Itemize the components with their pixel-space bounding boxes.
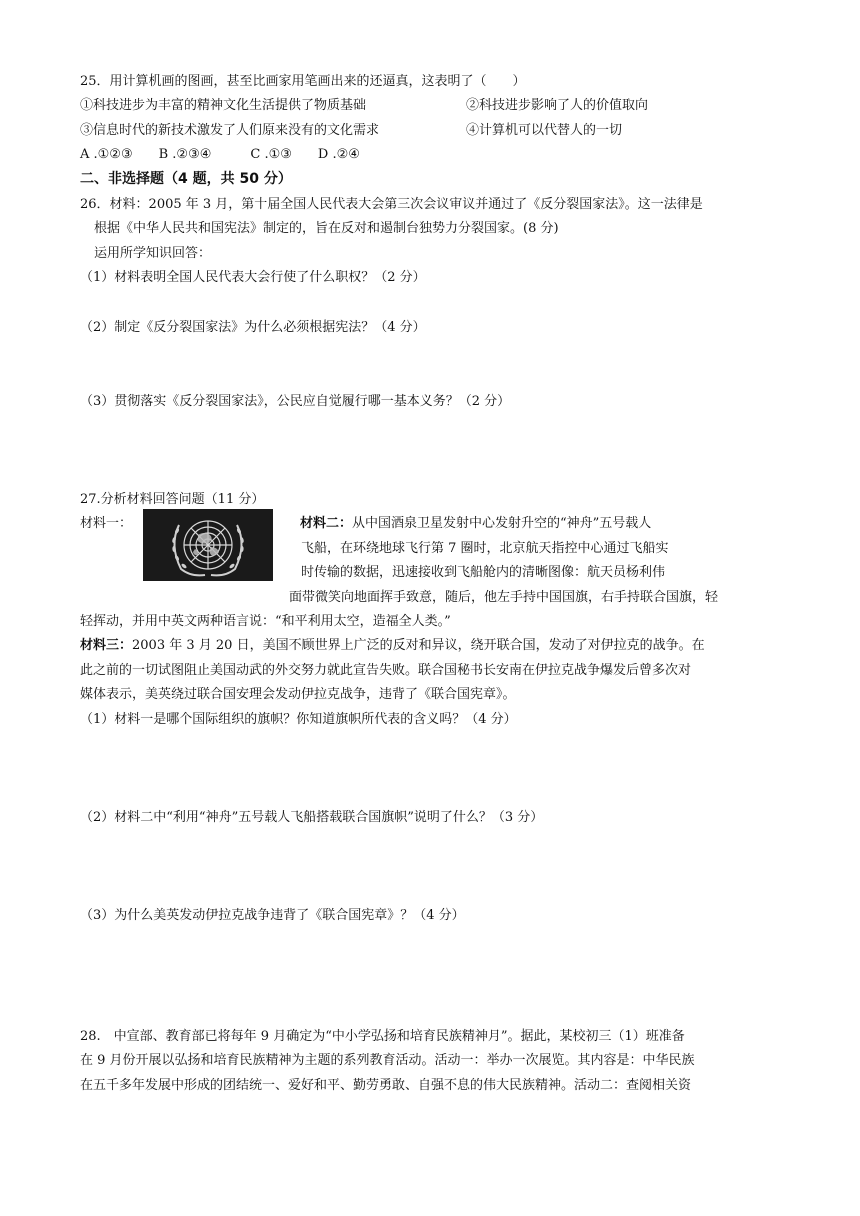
q27-material-3-block xyxy=(80,637,705,655)
q28-line-1: 28. 中宣部、教育部已将每年 9 月确定为“中小学弘扬和培育民族精神月”。据此，某校初三（1）班准备 xyxy=(80,1029,685,1044)
q28-line-2: 在 9 月份开展以弘扬和培育民族精神为主题的系列教育活动。活动一：举办一次展览。其内容是：中华民族 xyxy=(80,1053,695,1068)
q27-material-3-label: 材料三： xyxy=(80,638,133,653)
q27-material-3-line-3: 媒体表示，美英绕过联合国安理会发动伊拉克战争，违背了《联合国宪章》。 xyxy=(80,687,516,702)
q25-option-1: ①科技进步为丰富的精神文化生活提供了物质基础 xyxy=(80,98,367,113)
q27-material-2-label: 材料二： xyxy=(300,516,353,531)
q26-sub-question-2: （2）制定《反分裂国家法》为什么必须根据宪法？（4 分） xyxy=(80,320,426,335)
q25-choices: A .①②③ B .②③④ C .①③ D .②④ xyxy=(80,147,360,162)
q28-line-3: 在五千多年发展中形成的团结统一、爱好和平、勤劳勇敢、自强不息的伟大民族精神。活动二：查阅相关资 xyxy=(80,1078,692,1093)
section-2-heading: 二、非选择题（4 题，共 50 分） xyxy=(80,171,292,187)
q26-material-line-2: 根据《中华人民共和国宪法》制定的，旨在反对和遏制台独势力分裂国家。(8 分) xyxy=(94,221,559,236)
q27-sub-question-1: （1）材料一是哪个国际组织的旗帜？你知道旗帜所代表的含义吗？（4 分） xyxy=(80,712,517,727)
q27-material-3-line-1: 2003 年 3 月 20 日，美国不顾世界上广泛的反对和异议，绕开联合国，发动了对伊拉克的战争。在 xyxy=(132,638,705,653)
q27-material-2-block xyxy=(300,515,651,533)
q25-option-2: ②科技进步影响了人的价值取向 xyxy=(466,98,649,113)
q27-material-2-line-5: 轻挥动，并用中英文两种语言说：“和平利用太空，造福全人类。” xyxy=(80,614,451,629)
q27-material-2-line-1: 从中国酒泉卫星发射中心发射升空的“神舟”五号载人 xyxy=(352,516,652,531)
q27-material-2-line-3: 时传输的数据，迅速接收到飞船舱内的清晰图像：航天员杨利伟 xyxy=(301,565,666,580)
q26-material-line-1: 26．材料：2005 年 3 月，第十届全国人民代表大会第三次会议审议并通过了《反分裂国家法》。这一法律是 xyxy=(80,197,703,212)
q27-material-2-line-4: 面带微笑向地面挥手致意，随后，他左手持中国国旗，右手持联合国旗，轻 xyxy=(289,590,719,605)
q27-material-1-label: 材料一： xyxy=(80,516,133,531)
q25-option-4: ④计算机可以代替人的一切 xyxy=(466,123,623,138)
q26-prompt: 运用所学知识回答： xyxy=(94,246,212,261)
q27-sub-question-3: （3）为什么美英发动伊拉克战争违背了《联合国宪章》？（4 分） xyxy=(80,908,465,923)
q27-sub-question-2: （2）材料二中“利用“神舟”五号载人飞船搭载联合国旗帜”说明了什么？（3 分） xyxy=(80,810,544,825)
q25-stem: 25．用计算机画的图画，甚至比画家用笔画出来的还逼真，这表明了（ ） xyxy=(80,74,526,89)
q27-material-2-line-2: 飞船，在环绕地球飞行第 7 圈时，北京航天指控中心通过飞船实 xyxy=(301,541,669,556)
q27-material-3-line-2: 此之前的一切试图阻止美国动武的外交努力就此宣告失败。联合国秘书长安南在伊拉克战争爆发后曾多次对 xyxy=(80,663,692,678)
q27-title: 27.分析材料回答问题（11 分） xyxy=(80,492,265,507)
q26-sub-question-3: （3）贯彻落实《反分裂国家法》，公民应自觉履行哪一基本义务？（2 分） xyxy=(80,394,511,409)
q25-option-3: ③信息时代的新技术激发了人们原来没有的文化需求 xyxy=(80,123,380,138)
un-emblem-icon xyxy=(143,509,273,581)
q26-sub-question-1: （1）材料表明全国人民代表大会行使了什么职权？（2 分） xyxy=(80,270,426,285)
